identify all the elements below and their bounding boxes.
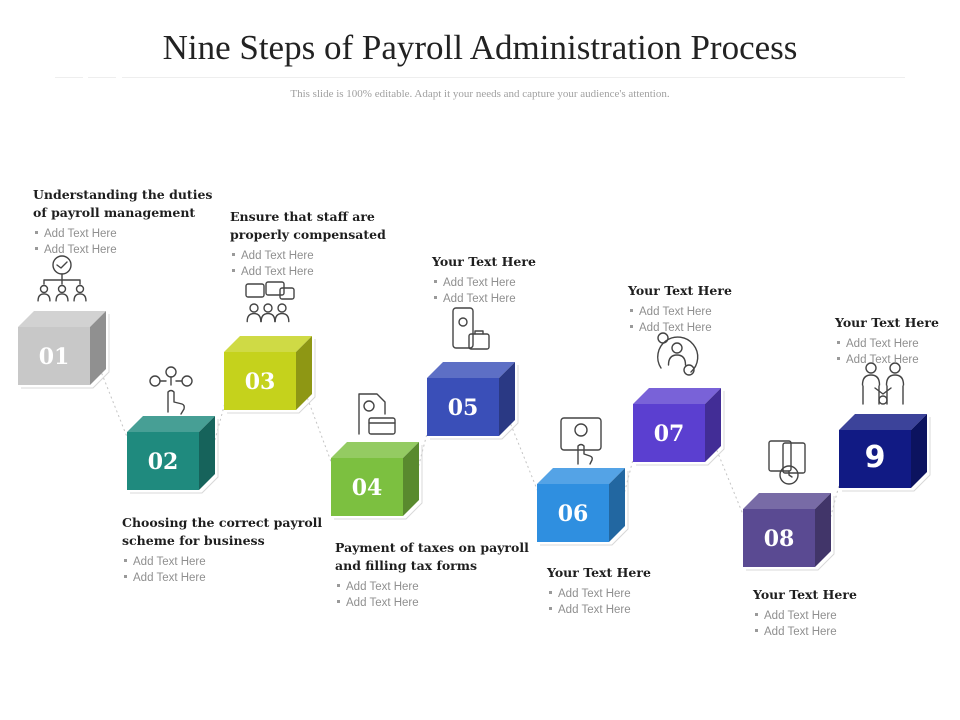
step-04-bullet-2: Add Text Here <box>335 595 535 611</box>
step-6-number: 06 <box>557 501 589 527</box>
step-7-number: 07 <box>653 421 685 447</box>
step-2-cube <box>127 416 218 493</box>
step-09-title: Your Text Here <box>835 315 939 330</box>
step-04-text <box>335 539 535 611</box>
step-2-number: 02 <box>147 449 179 475</box>
step-03-bullet-1: Add Text Here <box>230 248 405 264</box>
step-8-number: 08 <box>763 526 795 552</box>
step-08-title: Your Text Here <box>753 587 857 602</box>
step-02-bullet-2: Add Text Here <box>122 570 332 586</box>
step-3-cube <box>224 336 315 413</box>
step-4-number: 04 <box>351 475 383 501</box>
step-08-text <box>753 586 913 640</box>
step-08-bullet-1: Add Text Here <box>753 608 913 624</box>
step-06-title: Your Text Here <box>547 565 651 580</box>
step-01-title: Understanding the duties of payroll management <box>33 187 213 220</box>
step-02-title: Choosing the correct payroll scheme for business <box>122 515 323 548</box>
slide-title: Nine Steps of Payroll Administration Process <box>162 28 798 67</box>
step-03-title: Ensure that staff are properly compensated <box>230 209 386 242</box>
hand-click-network-icon <box>150 367 192 414</box>
user-cycle-icon <box>658 333 698 375</box>
step-07-text <box>628 282 788 336</box>
step-04-title: Payment of taxes on payroll and filling tax forms <box>335 540 529 573</box>
handshake-network-icon <box>38 256 86 301</box>
step-6-cube <box>537 468 628 545</box>
tax-document-card-icon <box>359 394 395 434</box>
step-3-number: 03 <box>244 369 276 395</box>
step-09-text <box>835 314 955 368</box>
step-5-number: 05 <box>447 395 479 421</box>
step-1-cube <box>18 311 109 388</box>
step-01-bullet-2: Add Text Here <box>33 242 223 258</box>
step-06-text <box>547 564 707 618</box>
step-03-bullet-2: Add Text Here <box>230 264 405 280</box>
step-4-cube <box>331 442 422 519</box>
step-9-cube <box>839 414 930 491</box>
step-05-bullet-1: Add Text Here <box>432 275 592 291</box>
step-01-text <box>33 186 223 258</box>
mobile-briefcase-icon <box>453 308 489 349</box>
step-05-bullet-2: Add Text Here <box>432 291 592 307</box>
step-05-text <box>432 253 592 307</box>
documents-clock-icon <box>769 441 805 484</box>
step-03-text <box>230 208 405 280</box>
slide-subtitle: This slide is 100% editable. Adapt it your needs and capture your audience's attention. <box>290 88 670 100</box>
step-5-cube <box>427 362 518 439</box>
step-8-cube <box>743 493 834 570</box>
step-7-cube <box>633 388 724 465</box>
step-04-bullet-1: Add Text Here <box>335 579 535 595</box>
step-08-bullet-2: Add Text Here <box>753 624 913 640</box>
step-9-number: 9 <box>864 440 886 475</box>
staff-dollar-speech-icon <box>246 282 294 322</box>
step-05-title: Your Text Here <box>432 254 536 269</box>
people-dollar-icon <box>863 363 904 404</box>
step-06-bullet-2: Add Text Here <box>547 602 707 618</box>
step-07-bullet-1: Add Text Here <box>628 304 788 320</box>
step-01-bullet-1: Add Text Here <box>33 226 223 242</box>
step-07-title: Your Text Here <box>628 283 732 298</box>
step-09-bullet-1: Add Text Here <box>835 336 955 352</box>
step-02-bullet-1: Add Text Here <box>122 554 332 570</box>
step-09-bullet-2: Add Text Here <box>835 352 955 368</box>
tablet-gear-touch-icon <box>561 418 601 464</box>
step-07-bullet-2: Add Text Here <box>628 320 788 336</box>
step-02-text <box>122 514 332 586</box>
step-1-number: 01 <box>38 344 70 370</box>
step-06-bullet-1: Add Text Here <box>547 586 707 602</box>
